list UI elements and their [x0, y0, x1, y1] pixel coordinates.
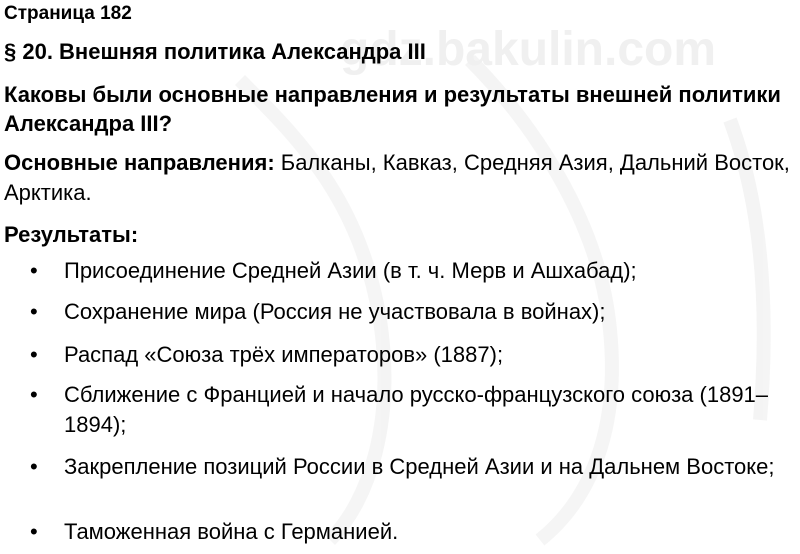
list-item-text: Закрепление позиций России в Средней Азии и на Дальнем Востоке;	[64, 454, 775, 479]
directions-paragraph	[4, 148, 796, 208]
watermark-text: gdz.bakulin.com	[340, 23, 717, 76]
list-item-text: Сохранение мира (Россия не участвовала в войнах);	[64, 299, 606, 324]
bullet: •	[30, 454, 38, 479]
question: Каковы были основные направления и результаты внешней политики Александра III?	[4, 82, 781, 136]
results-heading: Результаты:	[4, 222, 139, 247]
bullet: •	[30, 258, 38, 283]
directions-text: Балканы, Кавказ, Средняя Азия, Дальний Восток, Арктика.	[4, 150, 790, 205]
bullet: •	[30, 299, 38, 324]
list-item-text: Таможенная война с Германией.	[64, 519, 399, 544]
section-title: § 20. Внешняя политика Александра III	[4, 39, 426, 64]
bullet: •	[30, 382, 38, 407]
bullet: •	[30, 519, 38, 544]
list-item-text: Присоединение Средней Азии (в т. ч. Мерв и Ашхабад);	[64, 258, 637, 283]
bullet: •	[30, 342, 38, 367]
list-item-text: Распад «Союза трёх императоров» (1887);	[64, 342, 504, 367]
page-number: Страница 182	[4, 3, 132, 24]
directions-label: Основные направления:	[4, 150, 275, 175]
list-item-text: Сближение с Францией и начало русско-французского союза (1891–1894);	[64, 382, 769, 437]
